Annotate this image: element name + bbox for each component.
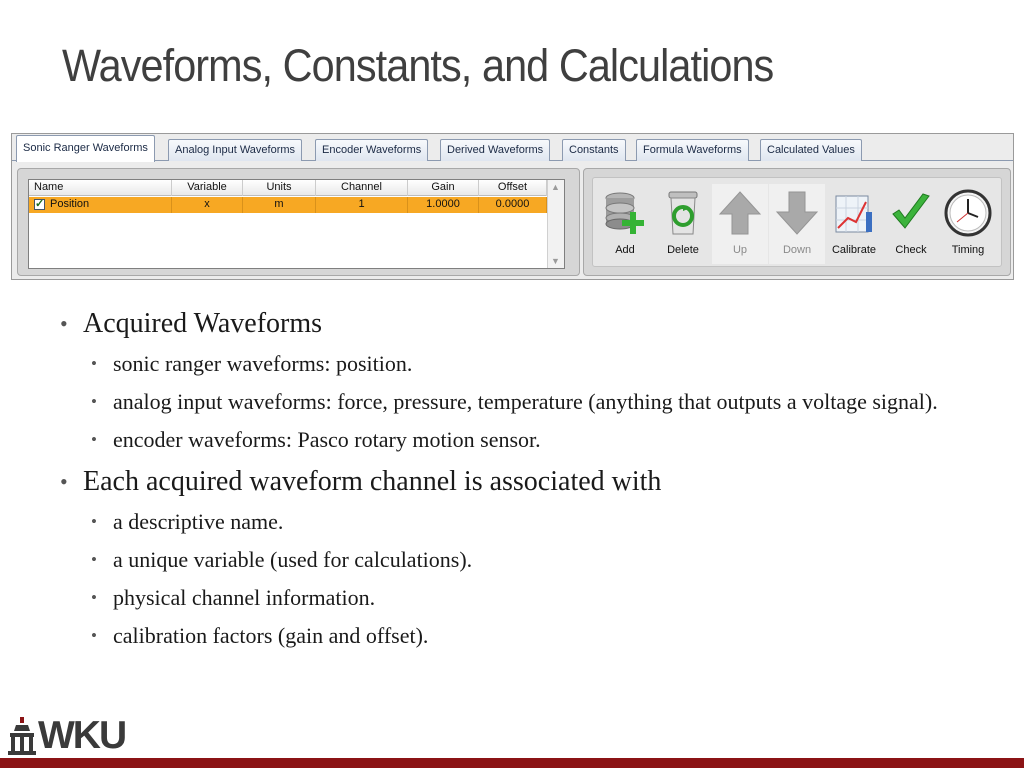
wku-logo (8, 713, 125, 755)
footer-bar (0, 758, 1024, 768)
check-label: Check (895, 244, 927, 256)
table-row[interactable] (29, 197, 547, 213)
cell-name (29, 197, 172, 213)
arrow-down-icon (775, 188, 819, 238)
checkmark-icon (889, 188, 933, 238)
sub-bullet: • a unique variable (used for calculations). (91, 545, 960, 575)
cell-gain: 1.0000 (408, 197, 479, 213)
calibrate-chart-icon (832, 188, 876, 238)
check-button[interactable] (883, 184, 939, 264)
timing-button[interactable] (940, 184, 996, 264)
sub-bullet: • physical channel information. (91, 583, 960, 613)
row-enabled-checkbox[interactable] (34, 199, 45, 210)
tab-derived-waveforms[interactable]: Derived Waveforms (440, 139, 550, 161)
column-header-name[interactable]: Name (29, 180, 172, 196)
scroll-down-icon[interactable]: ▼ (551, 256, 560, 266)
database-add-icon (602, 188, 648, 238)
calibrate-label: Calibrate (831, 244, 877, 256)
add-label: Add (615, 244, 635, 256)
cell-offset: 0.0000 (479, 197, 547, 213)
slide-title: Waveforms, Constants, and Calculations (62, 40, 774, 91)
arrow-up-icon (718, 188, 762, 238)
tab-calculated-values[interactable]: Calculated Values (760, 139, 862, 161)
waveform-setup-panel (11, 133, 1014, 280)
timing-label: Timing (951, 244, 985, 256)
tab-encoder-waveforms[interactable]: Encoder Waveforms (315, 139, 428, 161)
up-label: Up (732, 244, 748, 256)
column-header-units[interactable]: Units (243, 180, 316, 196)
scroll-up-icon[interactable]: ▲ (551, 182, 560, 192)
sub-bullet: • analog input waveforms: force, pressure, temperature (anything that outputs a voltage signal). (91, 387, 960, 417)
cell-channel: 1 (316, 197, 408, 213)
delete-button[interactable] (655, 184, 711, 264)
tab-bar (12, 134, 1013, 161)
down-label: Down (782, 244, 812, 256)
table-scrollbar[interactable] (547, 180, 564, 268)
toolbar-panel (583, 168, 1011, 276)
tab-analog-input-waveforms[interactable]: Analog Input Waveforms (168, 139, 302, 161)
tab-formula-waveforms[interactable]: Formula Waveforms (636, 139, 749, 161)
add-button[interactable] (597, 184, 653, 264)
down-button[interactable] (769, 184, 825, 264)
delete-label: Delete (667, 244, 699, 256)
clock-icon (943, 188, 993, 238)
sub-bullet: • a descriptive name. (91, 507, 960, 537)
calibrate-button[interactable] (826, 184, 882, 264)
bullet-list (60, 305, 960, 659)
waveform-table-panel (17, 168, 580, 276)
cell-variable: x (172, 197, 243, 213)
sub-bullet: • encoder waveforms: Pasco rotary motion sensor. (91, 425, 960, 455)
column-header-variable[interactable]: Variable (172, 180, 243, 196)
column-header-gain[interactable]: Gain (408, 180, 479, 196)
bullet-channel-association: • Each acquired waveform channel is associated with (60, 463, 960, 501)
bullet-acquired-waveforms: • Acquired Waveforms (60, 305, 960, 343)
table-header (29, 180, 547, 196)
recycle-bin-icon (663, 188, 703, 238)
tab-constants[interactable]: Constants (562, 139, 626, 161)
column-header-channel[interactable]: Channel (316, 180, 408, 196)
sub-bullet: • sonic ranger waveforms: position. (91, 349, 960, 379)
wku-logo-text: WKU (38, 714, 126, 757)
column-header-offset[interactable]: Offset (479, 180, 547, 196)
sub-bullet: • calibration factors (gain and offset). (91, 621, 960, 651)
tab-sonic-ranger-waveforms[interactable]: Sonic Ranger Waveforms (16, 135, 155, 162)
cell-units: m (243, 197, 316, 213)
up-button[interactable] (712, 184, 768, 264)
cell-name-text: Position (50, 198, 90, 210)
waveform-table (28, 179, 565, 269)
checkmark-icon: ✓ (35, 198, 45, 210)
toolbar (592, 177, 1002, 267)
wku-cupola-icon (8, 717, 36, 755)
